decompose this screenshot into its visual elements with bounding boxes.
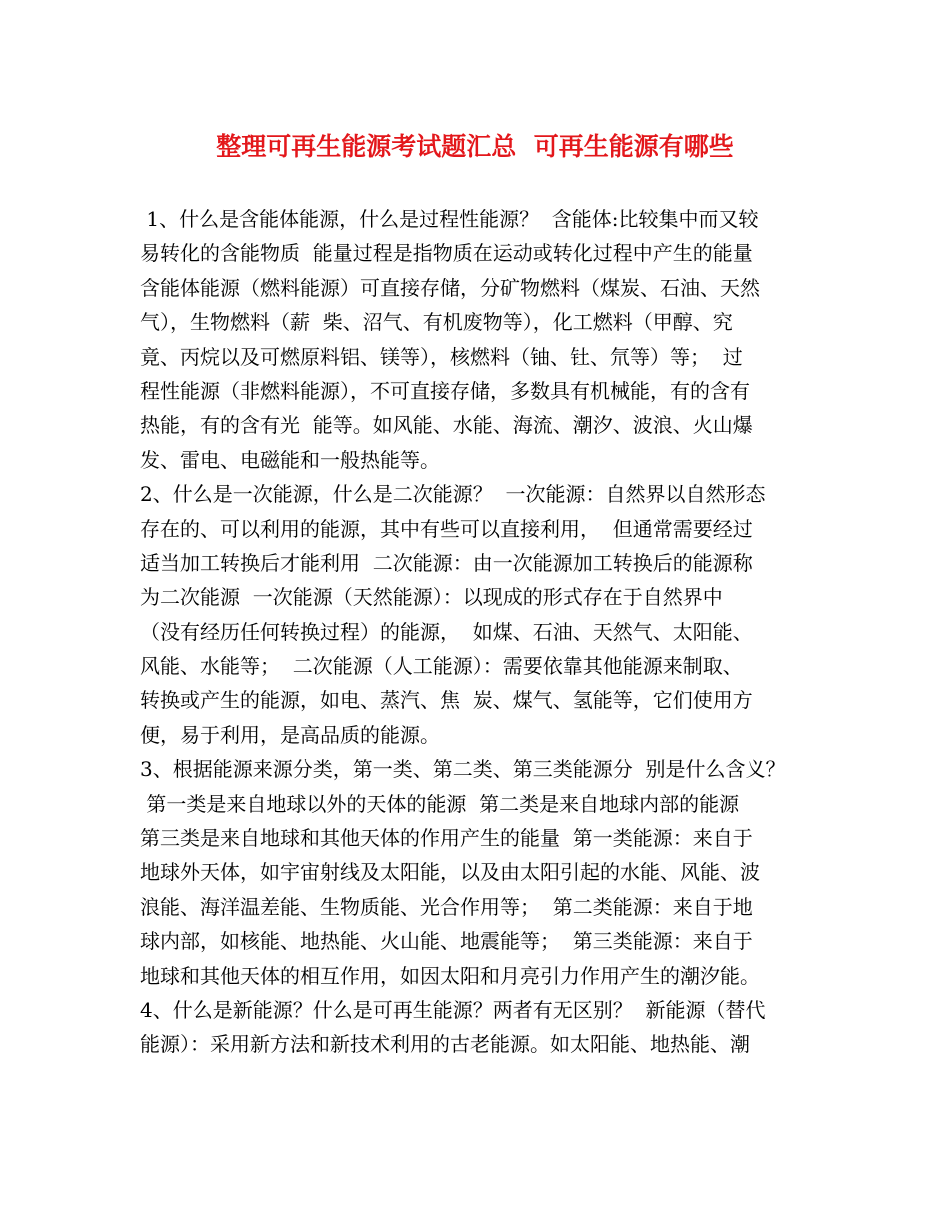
text-line: 转换或产生的能源，如电、蒸汽、焦 炭、煤气、氢能等，它们使用方 xyxy=(140,688,753,713)
text-line: 程性能源（非燃料能源），不可直接存储，多数具有机械能，有的含有 xyxy=(140,378,750,403)
text-line: 为二次能源 一次能源（天然能源）：以现成的形式存在于自然界中 xyxy=(140,585,723,610)
text-line: 浪能、海洋温差能、生物质能、光合作用等； 第二类能源：来自于地 xyxy=(140,894,753,919)
text-line: 气），生物燃料（薪 柴、沼气、有机废物等），化工燃料（甲醇、究 xyxy=(140,310,733,335)
text-line: 便，易于利用，是高品质的能源。 xyxy=(140,722,440,747)
text-line: 竟、丙烷以及可燃原料铝、镁等），核燃料（铀、钍、氘等）等； 过 xyxy=(140,344,743,369)
text-line: 第一类是来自地球以外的天体的能源 第二类是来自地球内部的能源 xyxy=(140,791,740,816)
text-line: 存在的、可以利用的能源，其中有些可以直接利用， 但通常需要经过 xyxy=(140,516,753,541)
text-line: 地球和其他天体的相互作用，如因太阳和月亮引力作用产生的潮汐能。 xyxy=(140,963,760,988)
text-line: 易转化的含能物质 能量过程是指物质在运动或转化过程中产生的能量 xyxy=(140,241,753,266)
text-line: （没有经历任何转换过程）的能源， 如煤、石油、天然气、太阳能、 xyxy=(140,619,753,644)
text-line: 地球外天体，如宇宙射线及太阳能，以及由太阳引起的水能、风能、波 xyxy=(140,860,760,885)
text-line: 风能、水能等； 二次能源（人工能源）：需要依靠其他能源来制取、 xyxy=(140,654,743,679)
text-line: 发、雷电、电磁能和一般热能等。 xyxy=(140,447,440,472)
text-line: 1、什么是含能体能源，什么是过程性能源？ 含能体:比较集中而又较 xyxy=(140,207,759,231)
text-line: 能源）：采用新方法和新技术利用的古老能源。如太阳能、地热能、潮 xyxy=(140,1032,750,1057)
document-title: 整理可再生能源考试题汇总 可再生能源有哪些 xyxy=(216,132,734,161)
text-line: 3、根据能源来源分类，第一类、第二类、第三类能源分 别是什么含义？ xyxy=(140,757,786,782)
text-line: 适当加工转换后才能利用 二次能源：由一次能源加工转换后的能源称 xyxy=(140,550,753,575)
text-line: 含能体能源（燃料能源）可直接存储，分矿物燃料（煤炭、石油、天然 xyxy=(140,275,760,300)
text-line: 2、什么是一次能源，什么是二次能源？ 一次能源：自然界以自然形态 xyxy=(140,482,766,507)
text-line: 4、什么是新能源？什么是可再生能源？两者有无区别？ 新能源（替代 xyxy=(140,997,766,1022)
text-line: 第三类是来自地球和其他天体的作用产生的能量 第一类能源：来自于 xyxy=(140,826,753,851)
text-line: 热能，有的含有光 能等。如风能、水能、海流、潮汐、波浪、火山爆 xyxy=(140,413,753,438)
text-line: 球内部，如核能、地热能、火山能、地震能等； 第三类能源：来自于 xyxy=(140,929,753,954)
document-body xyxy=(140,202,820,1062)
